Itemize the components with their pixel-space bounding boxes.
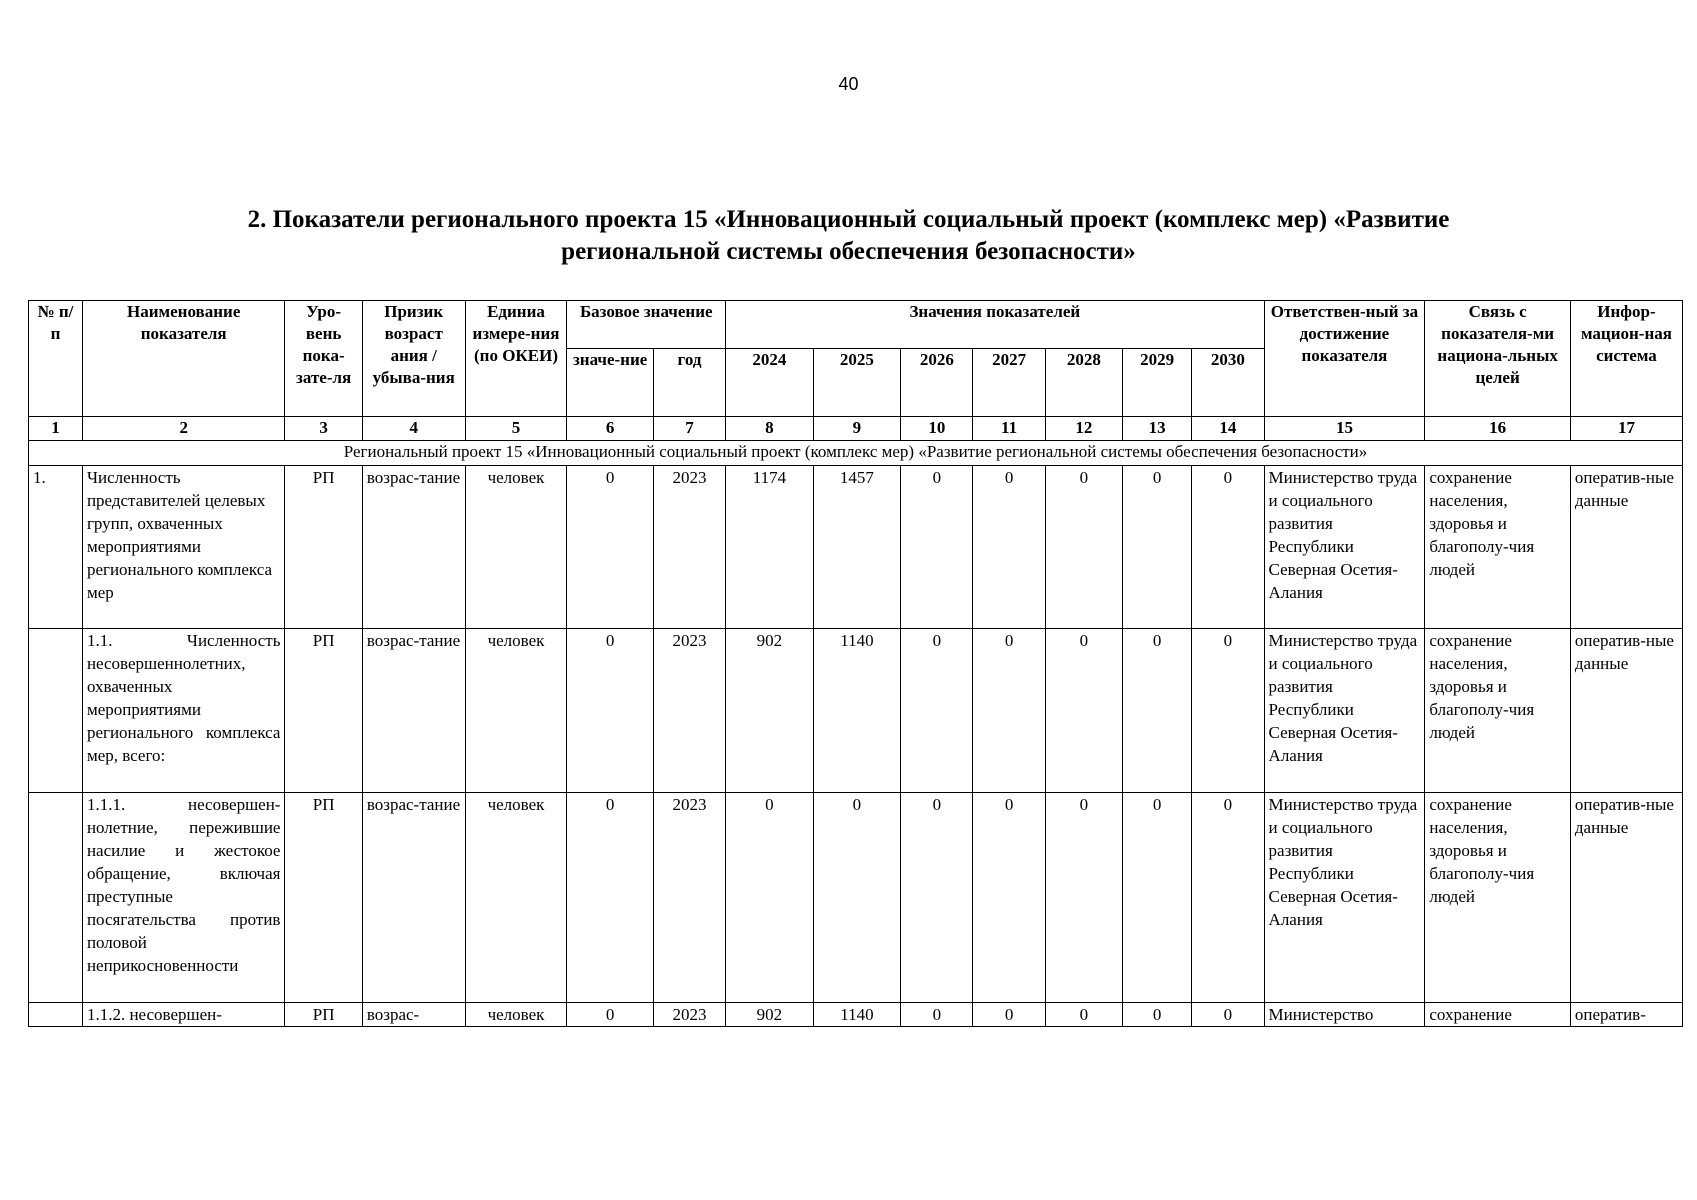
document-title — [60, 204, 1637, 268]
column-number: 10 — [901, 417, 973, 441]
national-goal-link: сохранение населения, здоровья и благополу-чия людей — [1425, 793, 1571, 1003]
table-row — [29, 466, 1683, 629]
indicator-unit: человек — [465, 793, 567, 1003]
year-value: 0 — [901, 629, 973, 793]
header-values: Значения показателей — [726, 301, 1264, 349]
info-system: оператив-ные данные — [1570, 793, 1682, 1003]
indicator-level: РП — [285, 793, 362, 1003]
header-name: Наименование показателя — [82, 301, 285, 417]
base-year: 2023 — [653, 1003, 725, 1027]
year-value: 0 — [1192, 1003, 1264, 1027]
column-number: 14 — [1192, 417, 1264, 441]
page-number: 40 — [838, 74, 859, 94]
indicator-level: РП — [285, 629, 362, 793]
year-value: 0 — [1045, 1003, 1122, 1027]
header-year: 2027 — [973, 349, 1045, 417]
column-number: 4 — [362, 417, 465, 441]
column-number: 13 — [1123, 417, 1192, 441]
year-value: 1457 — [813, 466, 901, 629]
responsible: Министерство труда и социального развития Республики Северная Осетия-Алания — [1264, 466, 1425, 629]
base-year: 2023 — [653, 793, 725, 1003]
year-value: 0 — [1045, 793, 1122, 1003]
column-number: 6 — [567, 417, 654, 441]
header-unit: Единиа измере-ния (по ОКЕИ) — [465, 301, 567, 417]
header-base-value: значе-ние — [567, 349, 654, 417]
year-value: 0 — [1192, 793, 1264, 1003]
info-system: оператив-ные данные — [1570, 466, 1682, 629]
table-row — [29, 629, 1683, 793]
header-level: Уро-вень пока-зате-ля — [285, 301, 362, 417]
base-value: 0 — [567, 793, 654, 1003]
header-sign: Призик возраст ания / убыва-ния — [362, 301, 465, 417]
year-value: 0 — [973, 629, 1045, 793]
year-value: 0 — [901, 793, 973, 1003]
year-value: 1140 — [813, 1003, 901, 1027]
indicator-name: Численность представителей целевых групп, охваченных мероприятиями регионального комплекса мер — [82, 466, 285, 629]
info-system: оператив- — [1570, 1003, 1682, 1027]
year-value: 902 — [726, 1003, 814, 1027]
column-number: 12 — [1045, 417, 1122, 441]
responsible: Министерство — [1264, 1003, 1425, 1027]
header-info: Инфор-мацион-ная система — [1570, 301, 1682, 417]
column-number: 5 — [465, 417, 567, 441]
header-year: 2025 — [813, 349, 901, 417]
year-value: 0 — [1045, 629, 1122, 793]
column-number: 15 — [1264, 417, 1425, 441]
row-num — [29, 793, 83, 1003]
indicator-sign: возрас-тание — [362, 466, 465, 629]
indicator-sign: возрас- — [362, 1003, 465, 1027]
base-year: 2023 — [653, 466, 725, 629]
year-value: 0 — [901, 466, 973, 629]
header-year: 2028 — [1045, 349, 1122, 417]
row-num — [29, 629, 83, 793]
year-value: 1140 — [813, 629, 901, 793]
column-number: 17 — [1570, 417, 1682, 441]
header-year: 2024 — [726, 349, 814, 417]
header-year: 2030 — [1192, 349, 1264, 417]
column-number: 2 — [82, 417, 285, 441]
title-line-2: региональной системы обеспечения безопасности» — [561, 238, 1136, 265]
year-value: 0 — [1123, 1003, 1192, 1027]
indicator-name: 1.1. Численность несовершеннолетних, охваченных мероприятиями регионального комплекса мер, всего: — [82, 629, 285, 793]
indicator-name: 1.1.1. несовершен-нолетние, пережившие насилие и жестокое обращение, включая преступные посягательства против половой неприкосновенности — [82, 793, 285, 1003]
header-link: Связь с показателя-ми национа-льных целей — [1425, 301, 1571, 417]
title-line-1: 2. Показатели регионального проекта 15 «Инновационный социальный проект (комплекс мер) «Развитие — [247, 206, 1450, 233]
indicator-unit: человек — [465, 1003, 567, 1027]
column-number: 1 — [29, 417, 83, 441]
year-value: 0 — [973, 793, 1045, 1003]
header-base: Базовое значение — [567, 301, 726, 349]
indicator-unit: человек — [465, 629, 567, 793]
table-row — [29, 793, 1683, 1003]
column-number: 3 — [285, 417, 362, 441]
year-value: 0 — [901, 1003, 973, 1027]
table-row — [29, 1003, 1683, 1027]
national-goal-link: сохранение населения, здоровья и благополу-чия людей — [1425, 466, 1571, 629]
row-num: 1. — [29, 466, 83, 629]
responsible: Министерство труда и социального развития Республики Северная Осетия-Алания — [1264, 629, 1425, 793]
year-value: 0 — [973, 466, 1045, 629]
year-value: 0 — [726, 793, 814, 1003]
header-base-year: год — [653, 349, 725, 417]
base-value: 0 — [567, 629, 654, 793]
indicator-level: РП — [285, 1003, 362, 1027]
indicator-level: РП — [285, 466, 362, 629]
column-number: 8 — [726, 417, 814, 441]
header-year: 2029 — [1123, 349, 1192, 417]
base-value: 0 — [567, 466, 654, 629]
year-value: 902 — [726, 629, 814, 793]
column-number: 16 — [1425, 417, 1571, 441]
column-number: 9 — [813, 417, 901, 441]
year-value: 0 — [1123, 793, 1192, 1003]
row-num — [29, 1003, 83, 1027]
year-value: 0 — [1123, 629, 1192, 793]
year-value: 0 — [1045, 466, 1122, 629]
info-system: оператив-ные данные — [1570, 629, 1682, 793]
header-num: № п/п — [29, 301, 83, 417]
year-value: 0 — [1192, 466, 1264, 629]
year-value: 0 — [973, 1003, 1045, 1027]
national-goal-link: сохранение — [1425, 1003, 1571, 1027]
indicator-unit: человек — [465, 466, 567, 629]
column-number: 7 — [653, 417, 725, 441]
indicators-table — [28, 300, 1683, 1027]
year-value: 1174 — [726, 466, 814, 629]
national-goal-link: сохранение населения, здоровья и благополу-чия людей — [1425, 629, 1571, 793]
column-number: 11 — [973, 417, 1045, 441]
indicator-sign: возрас-тание — [362, 629, 465, 793]
year-value: 0 — [813, 793, 901, 1003]
year-value: 0 — [1192, 629, 1264, 793]
base-year: 2023 — [653, 629, 725, 793]
header-responsible: Ответствен-ный за достижение показателя — [1264, 301, 1425, 417]
base-value: 0 — [567, 1003, 654, 1027]
indicator-name: 1.1.2. несовершен- — [82, 1003, 285, 1027]
section-title: Региональный проект 15 «Инновационный социальный проект (комплекс мер) «Развитие региональной системы обеспечения безопасности» — [29, 441, 1683, 466]
indicator-sign: возрас-тание — [362, 793, 465, 1003]
year-value: 0 — [1123, 466, 1192, 629]
responsible: Министерство труда и социального развития Республики Северная Осетия-Алания — [1264, 793, 1425, 1003]
header-year: 2026 — [901, 349, 973, 417]
